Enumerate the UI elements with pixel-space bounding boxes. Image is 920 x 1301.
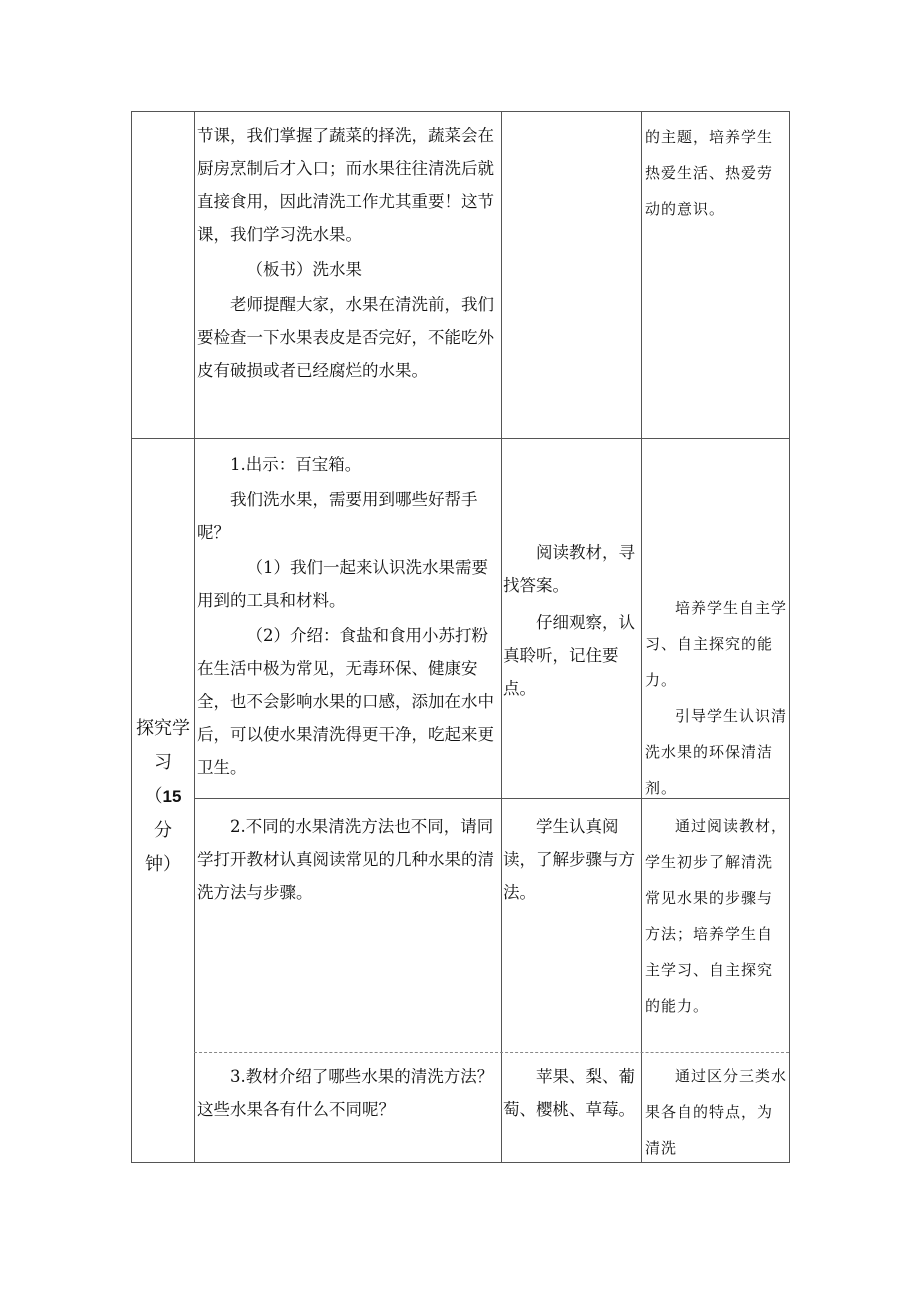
- row3-intent-text: 通过阅读教材，学生初步了解清洗常见水果的步骤与方法；培养学生自主学习、自主探究的能力。: [645, 817, 788, 1015]
- row2-student-para-1: 阅读教材，寻找答案。: [503, 543, 635, 595]
- column-divider-teacher: [501, 111, 502, 1163]
- row2-teacher-para-1: 1.出示：百宝箱。: [230, 455, 362, 474]
- stage-label-line-4: 分: [154, 820, 172, 841]
- row1-intent-cell: [645, 119, 787, 227]
- row4-intent-cell: [645, 1058, 787, 1166]
- row2-intent-para-1: 培养学生自主学习、自主探究的能力。: [645, 599, 788, 689]
- column-divider-stage: [194, 111, 195, 1163]
- row2-teacher-para-3: （1）我们一起来认识洗水果需要用到的工具和材料。: [197, 558, 488, 610]
- row2-teacher-para-2: 我们洗水果，需要用到哪些好帮手呢？: [197, 490, 478, 542]
- row3-teacher-text: 2.不同的水果清洗方法也不同，请同学打开教材认真阅读常见的几种水果的清洗方法与步骤。: [197, 817, 494, 902]
- row2-teacher-cell: [197, 448, 499, 784]
- table-border-top: [131, 111, 789, 112]
- row2-intent-cell: [645, 590, 787, 806]
- row1-teacher-cell: [197, 119, 499, 387]
- row4-teacher-text: 3.教材介绍了哪些水果的清洗方法？这些水果各有什么不同呢？: [197, 1067, 494, 1119]
- row3-student-cell: [503, 810, 639, 909]
- row2-student-cell: [503, 536, 639, 705]
- row4-teacher-cell: [197, 1060, 499, 1126]
- row2-intent-para-2: 引导学生认识清洗水果的环保清洁剂。: [645, 707, 788, 797]
- row-divider-1: [131, 438, 789, 439]
- stage-label-minutes: 15: [162, 787, 182, 806]
- stage-label-line-2: 习: [154, 752, 172, 773]
- row4-intent-text: 通过区分三类水果各自的特点，为清洗: [645, 1067, 788, 1157]
- row3-intent-cell: [645, 808, 787, 1024]
- row3-student-text: 学生认真阅读，了解步骤与方法。: [503, 817, 635, 902]
- column-divider-student: [641, 111, 642, 1163]
- row-divider-3: [194, 1052, 789, 1053]
- row2-student-para-2: 仔细观察，认真聆听，记住要点。: [503, 613, 635, 698]
- row1-teacher-para-3: 老师提醒大家，水果在清洗前，我们要检查一下水果表皮是否完好，不能吃外皮有破损或者已经腐烂的水果。: [197, 295, 494, 380]
- row1-teacher-para-2: （板书）洗水果: [246, 260, 362, 279]
- stage-label-paren: （: [144, 786, 163, 807]
- row2-teacher-para-4: （2）介绍：食盐和食用小苏打粉在生活中极为常见，无毒环保、健康安全，也不会影响水果的口感，添加在水中后，可以使水果清洗得更干净，吃起来更卫生。: [197, 626, 494, 777]
- row3-teacher-cell: [197, 810, 499, 909]
- stage-label-line-1: 探究学: [136, 718, 190, 739]
- row4-student-text: 苹果、梨、葡萄、樱桃、草莓。: [503, 1067, 635, 1119]
- table-border-right: [789, 111, 790, 1163]
- row4-student-cell: [503, 1060, 639, 1126]
- stage-label: [132, 712, 194, 882]
- row1-teacher-para-1: 节课，我们掌握了蔬菜的择洗，蔬菜会在厨房烹制后才入口；而水果往往清洗后就直接食用，因此清洗工作尤其重要！这节课，我们学习洗水果。: [197, 126, 494, 244]
- table-border-left: [131, 111, 132, 1163]
- row1-intent-text: 的主题，培养学生热爱生活、热爱劳动的意识。: [645, 128, 774, 218]
- stage-label-line-3: [132, 780, 194, 814]
- stage-label-line-5: 钟）: [145, 854, 181, 875]
